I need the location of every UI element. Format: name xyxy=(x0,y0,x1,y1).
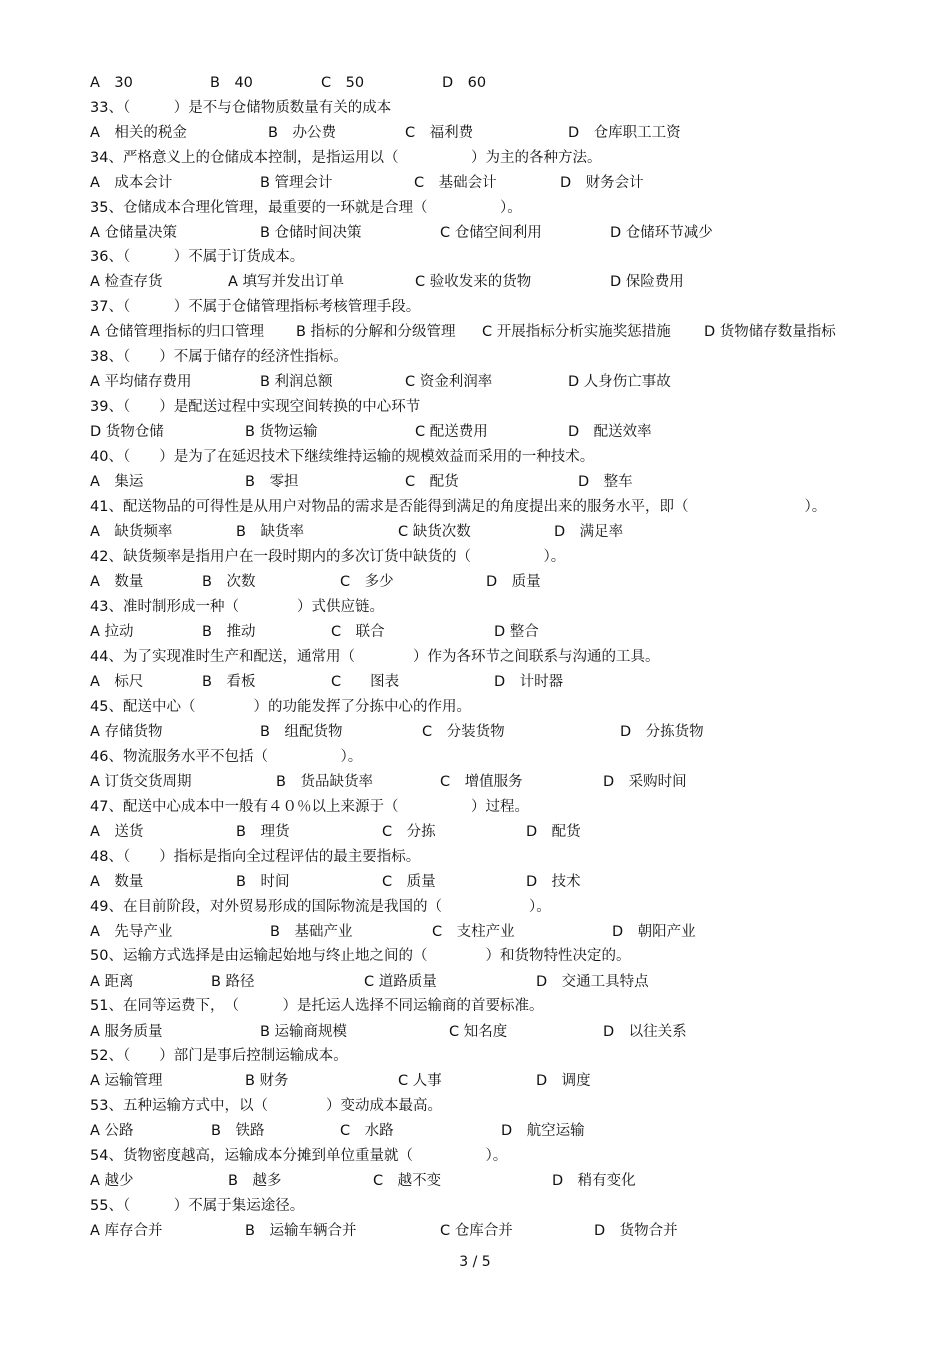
option-b: B 缺货率 xyxy=(236,524,304,540)
option-d: D 调度 xyxy=(536,1073,591,1089)
option-d: D 配货 xyxy=(526,824,581,840)
option-a: A 成本会计 xyxy=(90,175,173,191)
option-d: D 计时器 xyxy=(494,674,564,690)
option-d: D 航空运输 xyxy=(501,1123,585,1139)
question-51: 51、在同等运费下， （ ）是托运人选择不同运输商的首要标准。 xyxy=(90,998,544,1014)
option-d: D 货物储存数量指标 xyxy=(704,324,836,340)
option-c: C 图表 xyxy=(331,674,400,690)
option-c: C 知名度 xyxy=(449,1024,508,1040)
option-c: C 配送费用 xyxy=(415,424,488,440)
option-c: C 分拣 xyxy=(382,824,436,840)
option-b: B 组配货物 xyxy=(260,724,343,740)
question-46: 46、物流服务水平不包括（ ）。 xyxy=(90,749,363,765)
option-a: A 数量 xyxy=(90,874,144,890)
question-37: 37、（ ）不属于仓储管理指标考核管理手段。 xyxy=(90,299,421,315)
option-a: A 订货交货周期 xyxy=(90,774,192,790)
option-d: D 稍有变化 xyxy=(552,1173,636,1189)
option-b: B 管理会计 xyxy=(260,175,333,191)
option-c: C 水路 xyxy=(340,1123,394,1139)
option-a: A 平均储存费用 xyxy=(90,374,192,390)
question-38: 38、（ ）不属于储存的经济性指标。 xyxy=(90,349,348,365)
option-c: C 开展指标分析实施奖惩措施 xyxy=(482,324,671,340)
option-c: C 50 xyxy=(321,75,365,91)
option-d: D 仓储环节减少 xyxy=(610,225,713,241)
option-a: A 集运 xyxy=(90,474,144,490)
option-b: B 推动 xyxy=(202,624,256,640)
option-a: A 距离 xyxy=(90,974,134,990)
option-c: C 道路质量 xyxy=(364,974,437,990)
option-b: B 财务 xyxy=(245,1073,289,1089)
option-a: A 30 xyxy=(90,75,133,91)
question-36: 36、（ ）不属于订货成本。 xyxy=(90,249,305,265)
option-c: C 越不变 xyxy=(373,1173,442,1189)
option-a2: A 填写并发出订单 xyxy=(228,274,345,290)
question-47: 47、配送中心成本中一般有４０％以上来源于（ ）过程。 xyxy=(90,799,529,815)
option-b: B 次数 xyxy=(202,574,256,590)
option-b: B 仓储时间决策 xyxy=(260,225,362,241)
question-34: 34、严格意义上的仓储成本控制，是指运用以（ ）为主的各种方法。 xyxy=(90,150,602,166)
option-c: C 资金利润率 xyxy=(405,374,493,390)
option-c: C 验收发来的货物 xyxy=(415,274,532,290)
question-42: 42、缺货频率是指用户在一段时期内的多次订货中缺货的（ ）。 xyxy=(90,549,566,565)
option-a: A 仓储管理指标的归口管理 xyxy=(90,324,265,340)
option-d: D 整车 xyxy=(578,474,633,490)
option-b: B 看板 xyxy=(202,674,256,690)
option-a: A 库存合并 xyxy=(90,1223,163,1239)
option-b: B 时间 xyxy=(236,874,290,890)
option-a: A 缺货频率 xyxy=(90,524,173,540)
question-33: 33、（ ）是不与仓储物质数量有关的成本 xyxy=(90,100,392,116)
option-a: A 运输管理 xyxy=(90,1073,163,1089)
option-a: A 公路 xyxy=(90,1123,134,1139)
option-d: D 分拣货物 xyxy=(620,724,704,740)
option-c: C 基础会计 xyxy=(414,175,497,191)
option-d: D 财务会计 xyxy=(560,175,644,191)
option-b: B 零担 xyxy=(245,474,299,490)
option-d: D 配送效率 xyxy=(568,424,652,440)
option-d: D 整合 xyxy=(494,624,539,640)
option-a: A 先导产业 xyxy=(90,924,173,940)
option-a: A 数量 xyxy=(90,574,144,590)
option-b: B 货品缺货率 xyxy=(276,774,373,790)
option-c: C 人事 xyxy=(398,1073,442,1089)
option-b: B 铁路 xyxy=(211,1123,265,1139)
option-d: D 货物合并 xyxy=(594,1223,678,1239)
option-c: C 支柱产业 xyxy=(432,924,515,940)
question-41: 41、配送物品的可得性是从用户对物品的需求是否能得到满足的角度提出来的服务水平，即（ ）。 xyxy=(90,499,827,515)
option-d: D 满足率 xyxy=(554,524,624,540)
option-d: D 以往关系 xyxy=(603,1024,687,1040)
option-d: D 技术 xyxy=(526,874,581,890)
option-c: C 福利费 xyxy=(405,125,474,141)
option-a: A 相关的税金 xyxy=(90,125,187,141)
option-d: D 交通工具特点 xyxy=(536,974,649,990)
option-c: C 联合 xyxy=(331,624,385,640)
option-a: A 仓储量决策 xyxy=(90,225,178,241)
option-c: C 缺货次数 xyxy=(398,524,471,540)
question-45: 45、配送中心（ ）的功能发挥了分拣中心的作用。 xyxy=(90,699,471,715)
option-a: A 拉动 xyxy=(90,624,134,640)
option-b: B 指标的分解和分级管理 xyxy=(296,324,456,340)
option-d1: D 货物仓储 xyxy=(90,424,164,440)
option-d: D 采购时间 xyxy=(603,774,687,790)
option-a: A 标尺 xyxy=(90,674,144,690)
option-b: B 办公费 xyxy=(268,125,336,141)
option-b: B 运输车辆合并 xyxy=(245,1223,357,1239)
option-b: B 路径 xyxy=(211,974,255,990)
question-48: 48、（ ）指标是指向全过程评估的最主要指标。 xyxy=(90,849,421,865)
page-number: 3 / 5 xyxy=(459,1254,491,1270)
option-b: B 理货 xyxy=(236,824,290,840)
question-53: 53、五种运输方式中，以（ ）变动成本最高。 xyxy=(90,1098,442,1114)
option-d: D 60 xyxy=(442,75,487,91)
question-49: 49、在目前阶段，对外贸易形成的国际物流是我国的（ ）。 xyxy=(90,899,551,915)
option-d: D 人身伤亡事故 xyxy=(568,374,671,390)
question-54: 54、货物密度越高，运输成本分摊到单位重量就（ ）。 xyxy=(90,1148,508,1164)
question-55: 55、（ ）不属于集运途径。 xyxy=(90,1198,305,1214)
option-d: D 保险费用 xyxy=(610,274,684,290)
question-43: 43、准时制形成一种（ ）式供应链。 xyxy=(90,599,384,615)
question-44: 44、为了实现准时生产和配送，通常用（ ）作为各环节之间联系与沟通的工具。 xyxy=(90,649,660,665)
option-a: A 存储货物 xyxy=(90,724,163,740)
option-c: C 多少 xyxy=(340,574,394,590)
option-b: B 基础产业 xyxy=(270,924,353,940)
option-b: B 货物运输 xyxy=(245,424,318,440)
option-b: B 运输商规模 xyxy=(260,1024,348,1040)
option-a: A 检查存货 xyxy=(90,274,163,290)
question-50: 50、运输方式选择是由运输起始地与终止地之间的（ ）和货物特性决定的。 xyxy=(90,948,631,964)
option-c: C 配货 xyxy=(405,474,459,490)
option-d: D 朝阳产业 xyxy=(612,924,696,940)
option-a: A 越少 xyxy=(90,1173,134,1189)
question-35: 35、仓储成本合理化管理，最重要的一环就是合理（ ）。 xyxy=(90,200,522,216)
question-40: 40、（ ）是为了在延迟技术下继续维持运输的规模效益而采用的一种技术。 xyxy=(90,449,595,465)
option-a: A 送货 xyxy=(90,824,144,840)
option-d: D 仓库职工工资 xyxy=(568,125,681,141)
option-a: A 服务质量 xyxy=(90,1024,163,1040)
option-c: C 仓库合并 xyxy=(440,1223,513,1239)
question-52: 52、（ ）部门是事后控制运输成本。 xyxy=(90,1048,348,1064)
option-b: B 40 xyxy=(210,75,253,91)
option-c: C 质量 xyxy=(382,874,436,890)
option-c: C 增值服务 xyxy=(440,774,523,790)
option-b: B 利润总额 xyxy=(260,374,333,390)
option-d: D 质量 xyxy=(486,574,541,590)
option-b: B 越多 xyxy=(228,1173,282,1189)
option-c: C 仓储空间利用 xyxy=(440,225,542,241)
option-c: C 分装货物 xyxy=(422,724,505,740)
question-39: 39、（ ）是配送过程中实现空间转换的中心环节 xyxy=(90,399,421,415)
